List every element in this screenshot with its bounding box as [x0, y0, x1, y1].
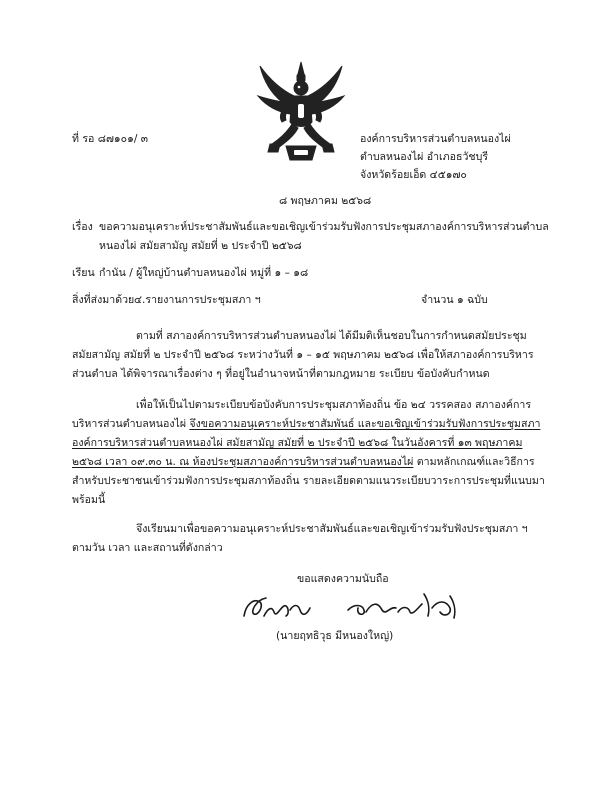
paragraph-1-line-2: สมัยสามัญ สมัยที่ ๒ ประจำปี ๒๕๖๘ ระหว่างวันที่ ๑ – ๑๕ พฤษภาคม ๒๕๖๘ เพื่อให้สภาองค์การบริหาร: [72, 349, 534, 361]
org-address-2: จังหวัดร้อยเอ็ด ๔๕๑๗๐: [360, 169, 467, 181]
paragraph-2-line-4: [72, 457, 535, 468]
subject-line-2: หนองไผ่ สมัยสามัญ สมัยที่ ๒ ประจำปี ๒๕๖๘: [99, 240, 302, 252]
garuda-emblem-icon: [256, 60, 346, 166]
paragraph-1-line-3: ส่วนตำบล ได้พิจารณาเรื่องต่าง ๆ ที่อยู่ในอำนาจหน้าที่ตามกฎหมาย ระเบียบ ข้อบังคับกำหนด: [72, 368, 490, 380]
org-name: องค์การบริหารส่วนตำบลหนองไผ่: [360, 133, 511, 145]
paragraph-2-line-2-plain: บริหารส่วนตำบลหนองไผ่: [72, 418, 190, 430]
paragraph-2-line-6: พร้อมนี้: [72, 494, 106, 506]
doc-number: ที่ รอ ๘๗๑๐๑/ ๓: [72, 133, 149, 145]
paragraph-2-line-2: [72, 419, 540, 430]
paragraph-2-line-1: เพื่อให้เป็นไปตามระเบียบข้อบังคับการประชุมสภาท้องถิ่น ข้อ ๒๔ วรรคสอง สภาองค์การ: [136, 399, 532, 411]
enclosure-item: ๔.รายงานการประชุมสภา ฯ: [134, 294, 261, 306]
org-address-1: ตำบลหนองไผ่ อำเภอธวัชบุรี: [360, 151, 489, 163]
to-recipient: กำนัน / ผู้ใหญ่บ้านตำบลหนองไผ่ หมู่ที่ ๑ – ๑๘: [99, 267, 309, 279]
handwritten-signature: [236, 586, 476, 626]
enclosure-label: สิ่งที่ส่งมาด้วย: [72, 294, 135, 306]
paragraph-3-line-1: จึงเรียนมาเพื่อขอความอนุเคราะห์ประชาสัมพันธ์และขอเชิญเข้าร่วมรับฟังประชุมสภา ฯ: [136, 523, 528, 535]
paragraph-2-line-2-underlined: จึงขอความอนุเคราะห์ประชาสัมพันธ์ และขอเชิญเข้าร่วมรับฟังการประชุมสภา: [189, 418, 541, 430]
signer-name: (นายฤทธิวุธ มีหนองใหญ่): [276, 630, 394, 642]
to-label: เรียน: [72, 267, 95, 279]
paragraph-2-line-4-underlined: ๒๕๖๘ เวลา ๐๙.๓๐ น. ณ ห้องประชุมสภาองค์การบริหารส่วนตำบลหนองไผ่: [72, 456, 414, 468]
paragraph-3-line-2: ตามวัน เวลา และสถานที่ดังกล่าว: [72, 542, 223, 554]
paragraph-2-line-4-plain: ตามหลักเกณฑ์และวิธีการ: [413, 456, 535, 468]
closing-regards: ขอแสดงความนับถือ: [297, 573, 389, 585]
subject-label: เรื่อง: [72, 221, 93, 233]
letter-date: ๘ พฤษภาคม ๒๕๖๘: [279, 195, 372, 207]
enclosure-quantity: จำนวน ๑ ฉบับ: [421, 294, 488, 306]
paragraph-2-line-3: องค์การบริหารส่วนตำบลหนองไผ่ สมัยสามัญ สมัยที่ ๒ ประจำปี ๒๕๖๘ ในวันอังคารที่ ๑๓ พฤษภาคม: [72, 437, 523, 449]
subject-line-1: ขอความอนุเคราะห์ประชาสัมพันธ์และขอเชิญเข้าร่วมรับฟังการประชุมสภาองค์การบริหารส่วนตำบล: [99, 221, 549, 233]
paragraph-2-line-5: สำหรับประชาชนเข้าร่วมฟังการประชุมสภาท้องถิ่น รายละเอียดตามแนวระเบียบวาระการประชุมที่แนบมา: [72, 475, 545, 487]
paragraph-1-line-1: ตามที่ สภาองค์การบริหารส่วนตำบลหนองไผ่ ได้มีมติเห็นชอบในการกำหนดสมัยประชุม: [136, 330, 527, 342]
